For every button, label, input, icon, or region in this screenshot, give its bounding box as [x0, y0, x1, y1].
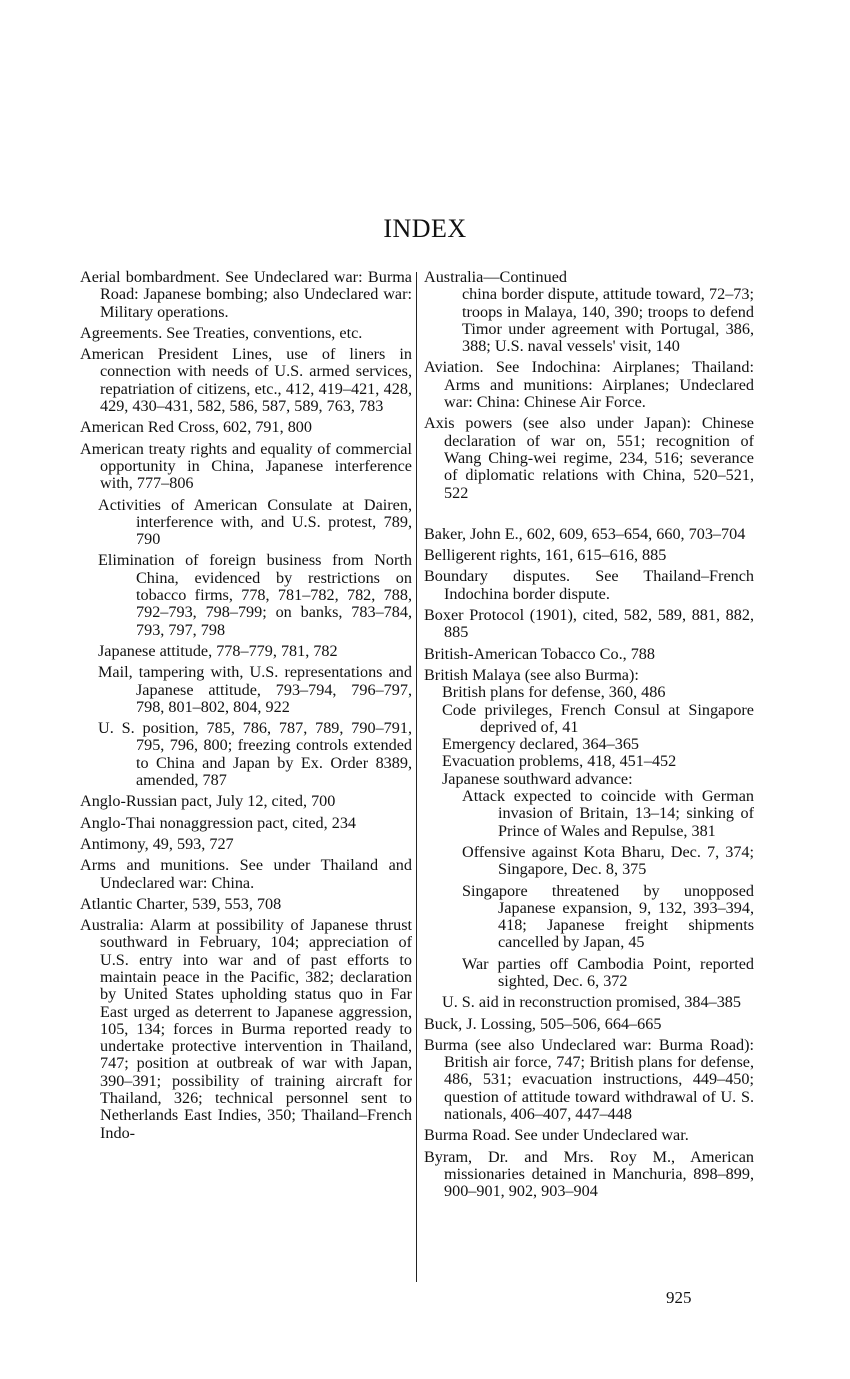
index-entry: American President Lines, use of liners in connection with needs of U.S. armed services, repatriation of citizens, etc., 412, 419–421, 428, 429, 430–431, 582, 586, 587, 589, 763, 783: [80, 345, 412, 416]
index-subsubentry: Offensive against Kota Bharu, Dec. 7, 374; Singapore, Dec. 8, 375: [462, 842, 754, 879]
index-subsubentry: War parties off Cambodia Point, reported sighted, Dec. 6, 372: [462, 954, 754, 990]
left-column: [80, 269, 412, 1146]
index-subentry: Activities of American Consulate at Dairen, interference with, and U.S. protest, 789, 790: [98, 495, 412, 549]
index-subentry: Japanese attitude, 778–779, 781, 782: [98, 641, 338, 660]
index-entry: Anglo-Russian pact, July 12, cited, 700: [80, 792, 336, 811]
index-entry: Aviation. See Indochina: Airplanes; Thailand: Arms and munitions: Airplanes; Undeclared war: China: Chinese Air Force.: [424, 358, 754, 412]
index-entry: Axis powers (see also under Japan): Chinese declaration of war on, 551; recognition of Wang Ching-wei regime, 234, 516; severance of diplomatic relations with China, 520–521, 522: [424, 414, 754, 502]
index-entry: Anglo-Thai nonaggression pact, cited, 234: [80, 813, 357, 832]
index-entry: British-American Tobacco Co., 788: [424, 644, 655, 663]
index-entry: Belligerent rights, 161, 615–616, 885: [424, 546, 667, 565]
index-entry: Boxer Protocol (1901), cited, 582, 589, 881, 882, 885: [424, 606, 754, 642]
index-entry: Aerial bombardment. See Undeclared war: Burma Road: Japanese bombing; also Undeclared war: Military operations.: [80, 268, 412, 321]
index-entry-continued-heading: Australia—Continued: [424, 268, 567, 286]
index-subentry: Evacuation problems, 418, 451–452: [442, 752, 677, 771]
index-entry: Baker, John E., 602, 609, 653–654, 660, 703–704: [424, 524, 746, 543]
index-subentry: U. S. aid in reconstruction promised, 384–385: [442, 993, 741, 1012]
index-subentry: U. S. position, 785, 786, 787, 789, 790–791, 795, 796, 800; freezing controls extended to China and Japan by Ex. Order 8389, amended, 787: [98, 719, 412, 790]
index-entry: Australia: Alarm at possibility of Japanese thrust southward in February, 104; appreciation of U.S. entry into war and of past efforts to maintain peace in the Pacific, 382; declaration by United States upholding status quo in Far East urged as deterrent to Japanese aggression, 105, 134; forces in Burma reported ready to undertake protective intervention in Thailand, 747; position at outbreak of war with Japan, 390–391; possibility of training aircraft for Thailand, 326; technical personnel sent to Netherlands East Indies, 350; Thailand–French Indo-: [80, 916, 412, 1142]
right-column: [424, 269, 754, 1205]
column-divider: [416, 272, 417, 1282]
index-entry: Buck, J. Lossing, 505–506, 664–665: [424, 1014, 662, 1033]
index-subentry: Elimination of foreign business from North China, evidenced by restrictions on tobacco firms, 778, 781–782, 782, 788, 792–793, 798–799; on banks, 783–784, 793, 797, 798: [98, 551, 412, 639]
index-subentry: British plans for defense, 360, 486: [442, 683, 666, 702]
index-entry: American Red Cross, 602, 791, 800: [80, 418, 312, 437]
index-subentry: Code privileges, French Consul at Singapore deprived of, 41: [442, 700, 754, 736]
index-entry: Boundary disputes. See Thailand–French Indochina border dispute.: [424, 567, 754, 603]
index-entry: Atlantic Charter, 539, 553, 708: [80, 894, 282, 913]
index-subentry: Emergency declared, 364–365: [442, 735, 640, 754]
page-title: INDEX: [383, 214, 467, 243]
index-entry-continuation: china border dispute, attitude toward, 72–73; troops in Malaya, 140, 390; troops to defend Timor under agreement with Portugal, 386, 388; U.S. naval vessels' visit, 140: [462, 285, 754, 356]
index-entry: Burma Road. See under Undeclared war.: [424, 1126, 689, 1145]
index-entry: Agreements. See Treaties, conventions, etc.: [80, 323, 363, 342]
index-entry: British Malaya (see also Burma):: [424, 665, 639, 684]
page-number: 925: [666, 1288, 692, 1307]
index-entry: Burma (see also Undeclared war: Burma Road): British air force, 747; British plans for defense, 486, 531; evacuation instructions, 449–450; question of attitude toward withdrawal of U. S. nationals, 406–407, 447–448: [424, 1035, 754, 1124]
index-subentry: Mail, tampering with, U.S. representations and Japanese attitude, 793–794, 796–797, 798, 801–802, 804, 922: [98, 663, 412, 716]
index-entry: Antimony, 49, 593, 727: [80, 834, 234, 853]
index-entry: American treaty rights and equality of commercial opportunity in China, Japanese interference with, 777–806: [80, 439, 412, 493]
index-subsubentry: Attack expected to coincide with German invasion of Britain, 13–14; sinking of Prince of Wales and Repulse, 381: [462, 787, 754, 840]
index-subentry: Japanese southward advance:: [442, 769, 633, 788]
index-subsubentry: Singapore threatened by unopposed Japanese expansion, 9, 132, 393–394, 418; Japanese freight shipments cancelled by Japan, 45: [462, 881, 754, 952]
index-entry: Arms and munitions. See under Thailand and Undeclared war: China.: [80, 856, 412, 892]
index-entry: Byram, Dr. and Mrs. Roy M., American missionaries detained in Manchuria, 898–899, 900–901, 902, 903–904: [424, 1147, 754, 1201]
